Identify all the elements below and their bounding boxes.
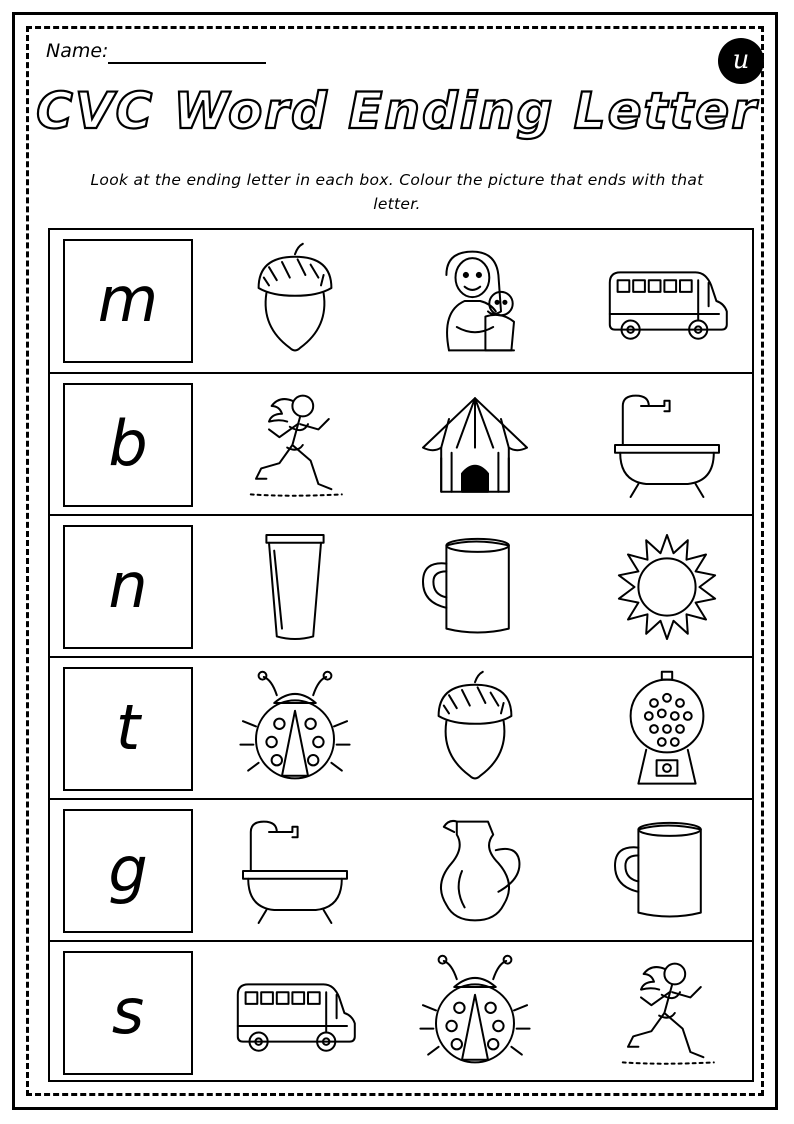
vowel-badge: u (718, 38, 764, 84)
worksheet-row (50, 372, 752, 516)
letter-box: b (63, 383, 193, 507)
ladybug-icon[interactable] (410, 948, 540, 1078)
instructions: Look at the ending letter in each box. Colour the picture that ends with that letter. (90, 171, 704, 213)
school-bus-icon[interactable] (602, 236, 732, 366)
mug-icon[interactable] (602, 806, 732, 936)
page-title: CVC Word Ending Letter (36, 82, 758, 140)
worksheet-row (50, 798, 752, 942)
worksheet-row (50, 514, 752, 658)
letter-box: t (63, 667, 193, 791)
acorn-icon[interactable] (410, 664, 540, 794)
name-label: Name: (46, 40, 109, 62)
ladybug-icon[interactable] (230, 664, 360, 794)
worksheet-row (50, 940, 752, 1084)
name-line[interactable] (108, 62, 266, 64)
bathtub-icon[interactable] (602, 380, 732, 510)
sun-icon[interactable] (602, 522, 732, 652)
letter-box: m (63, 239, 193, 363)
bathtub-icon[interactable] (230, 806, 360, 936)
running-girl-icon[interactable] (602, 948, 732, 1078)
running-girl-icon[interactable] (230, 380, 360, 510)
worksheet-row (50, 230, 752, 372)
school-bus-icon[interactable] (230, 948, 360, 1078)
letter-box: n (63, 525, 193, 649)
gumball-machine-icon[interactable] (602, 664, 732, 794)
hut-icon[interactable] (410, 380, 540, 510)
mug-icon[interactable] (410, 522, 540, 652)
letter-box: g (63, 809, 193, 933)
acorn-icon[interactable] (230, 236, 360, 366)
cup-icon[interactable] (230, 522, 360, 652)
letter-box: s (63, 951, 193, 1075)
worksheet-row (50, 656, 752, 800)
worksheet-grid (48, 228, 754, 1082)
mother-and-child-icon[interactable] (410, 236, 540, 366)
jug-icon[interactable] (410, 806, 540, 936)
